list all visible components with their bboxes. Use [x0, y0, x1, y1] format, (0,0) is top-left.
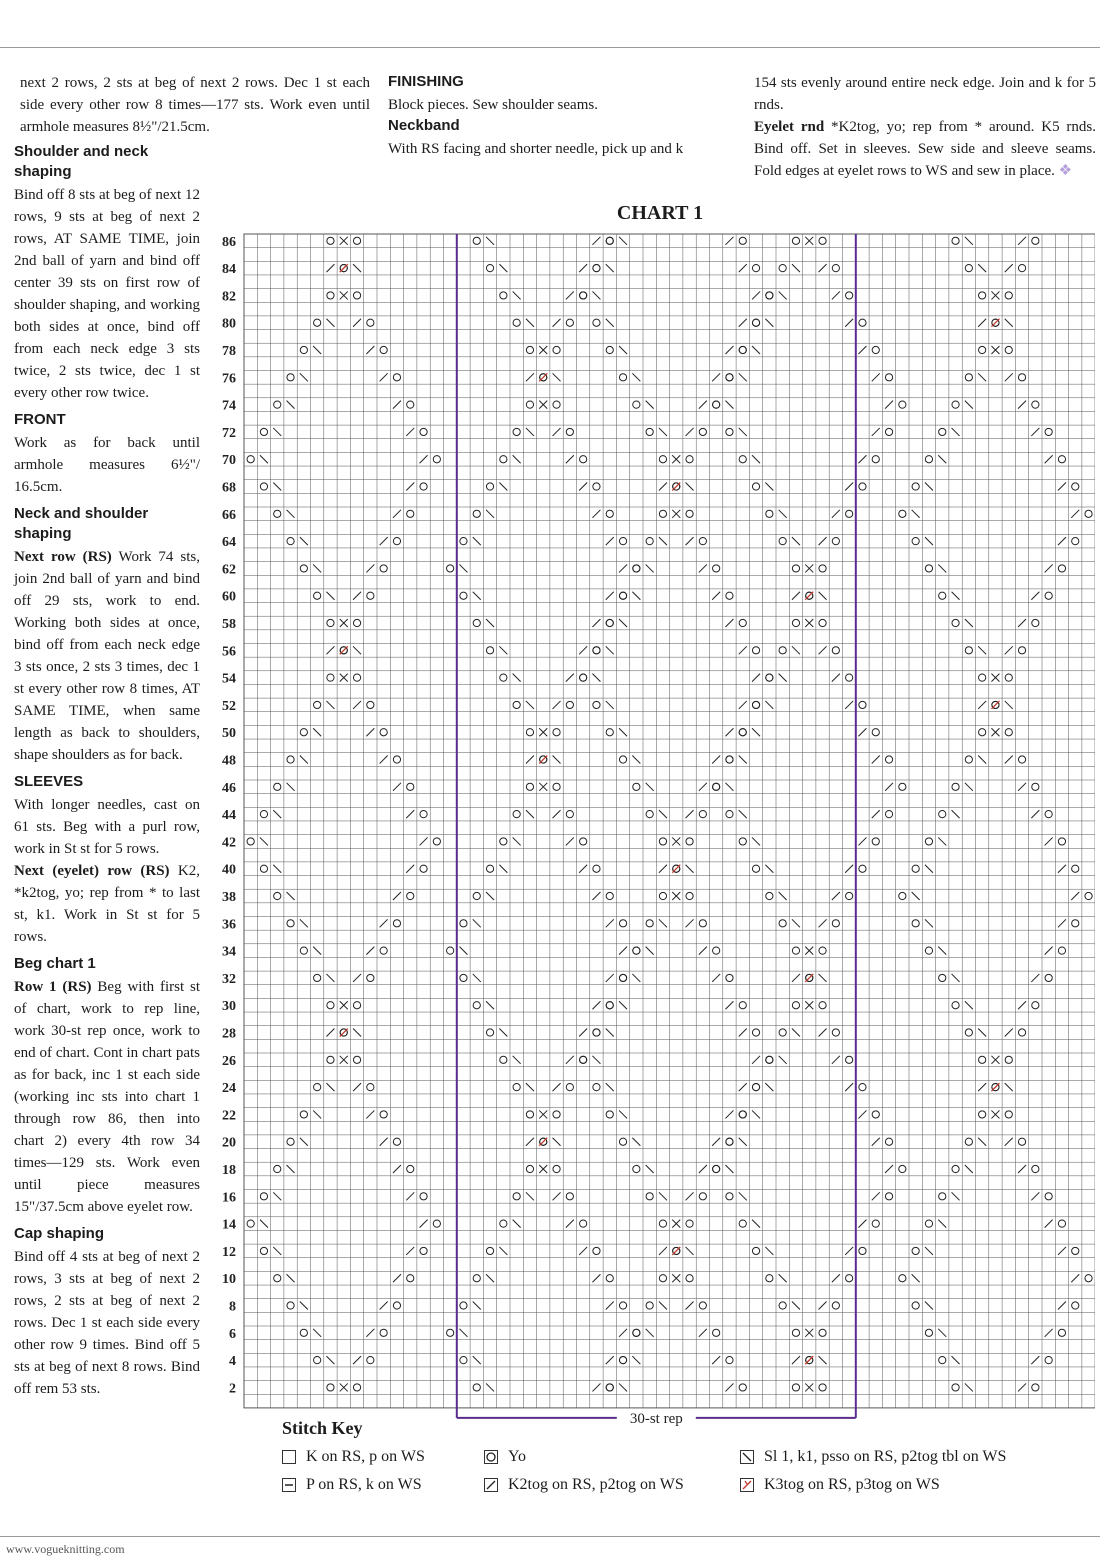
- chart-row-number: 74: [222, 398, 236, 414]
- chart-row-number: 56: [222, 644, 236, 660]
- chart-row-number: 36: [222, 917, 236, 933]
- eyelet-row-text: [14, 860, 200, 948]
- front-text: Work as for back until armhole measures 6½"/ 16.5cm.: [14, 435, 200, 495]
- chart-row-number: 78: [222, 344, 236, 360]
- key-item-p: [282, 1476, 422, 1494]
- chart-row-number: 66: [222, 507, 236, 523]
- yarn-over-icon: [484, 1450, 498, 1464]
- finishing-text: Block pieces. Sew shoulder seams.: [388, 97, 598, 113]
- eyelet-row-lead: Next (eyelet) row (RS): [14, 863, 170, 879]
- top-rule: [0, 47, 1100, 48]
- finishing-heading: FINISHING: [388, 73, 464, 90]
- chart-row-number: 6: [229, 1326, 236, 1342]
- chart-row-number: 20: [222, 1135, 236, 1151]
- middle-column: [388, 72, 733, 160]
- key-item-yo: [484, 1448, 526, 1466]
- neckband-continued-text: 154 sts evenly around entire neck edge. Join and k for 5 rnds.: [754, 75, 1096, 113]
- chart-grid: [210, 228, 1095, 1438]
- row1-text: [14, 976, 200, 1218]
- chart-row-number: 72: [222, 425, 236, 441]
- chart-1: [210, 228, 1095, 1443]
- stitch-key-title: Stitch Key: [282, 1418, 363, 1438]
- chart-row-number: 32: [222, 971, 236, 987]
- bottom-rule: [0, 1536, 1100, 1537]
- ssk-icon: [740, 1450, 754, 1464]
- back-armhole-text: next 2 rows, 2 sts at beg of next 2 rows. Dec 1 st each side every other row 8 times—177 sts. Work even until armhole measures 8½"/21.5cm.: [20, 75, 370, 135]
- chart-row-number: 52: [222, 698, 236, 714]
- chart-row-number: 48: [222, 753, 236, 769]
- chart-row-number: 46: [222, 780, 236, 796]
- chart-row-number: 2: [229, 1381, 236, 1397]
- key-item-k: [282, 1448, 425, 1466]
- footer-url: www.vogueknitting.com: [6, 1542, 125, 1556]
- chart-row-number: 42: [222, 835, 236, 851]
- eyelet-row-body: K2, *k2tog, yo; rep from * to last st, k1. Work in St st for 5 rows.: [14, 863, 200, 945]
- right-column: [754, 72, 1096, 182]
- chart-row-number: 62: [222, 562, 236, 578]
- chart-row-number: 82: [222, 289, 236, 305]
- key-item-skp: [740, 1448, 1006, 1466]
- chart-row-number: 76: [222, 371, 236, 387]
- chart-row-number: 64: [222, 535, 236, 551]
- chart-row-number: 12: [222, 1244, 236, 1260]
- key-label-k3tog: K3tog on RS, p3tog on WS: [764, 1476, 940, 1493]
- chart-row-number: 16: [222, 1190, 236, 1206]
- chart-row-number: 54: [222, 671, 236, 687]
- purl-dash-icon: [282, 1478, 296, 1492]
- chart-row-number: 68: [222, 480, 236, 496]
- chart-row-number: 86: [222, 234, 236, 250]
- neckband-heading: Neckband: [388, 117, 460, 134]
- end-mark-icon: ❖: [1058, 163, 1073, 179]
- k2tog-icon: [484, 1478, 498, 1492]
- chart-row-number: 14: [222, 1217, 236, 1233]
- key-item-k3tog: [740, 1476, 940, 1494]
- key-label-skp: Sl 1, k1, psso on RS, p2tog tbl on WS: [764, 1448, 1007, 1465]
- knit-square-icon: [282, 1450, 296, 1464]
- chart-row-number: 50: [222, 726, 236, 742]
- chart-row-number: 22: [222, 1108, 236, 1124]
- neckband-text: With RS facing and shorter needle, pick up and k: [388, 141, 684, 157]
- k3tog-icon: [740, 1478, 754, 1492]
- chart-title: CHART 1: [616, 202, 704, 224]
- sleeves-heading: SLEEVES: [14, 773, 84, 790]
- next-row-lead: Next row (RS): [14, 549, 112, 565]
- chart-row-number: 18: [222, 1163, 236, 1179]
- eyelet-rnd-text: [754, 116, 1096, 182]
- beg-chart-heading: Beg chart 1: [14, 955, 96, 972]
- key-label-p: P on RS, k on WS: [306, 1476, 422, 1493]
- key-label-k2tog: K2tog on RS, p2tog on WS: [508, 1476, 684, 1493]
- chart-row-number: 24: [222, 1081, 236, 1097]
- eyelet-rnd-lead: Eyelet rnd: [754, 119, 825, 135]
- chart-row-number: 10: [222, 1272, 236, 1288]
- neck-shoulder-text: [14, 546, 200, 766]
- chart-row-number: 4: [229, 1354, 236, 1370]
- chart-row-number: 58: [222, 617, 236, 633]
- cap-shaping-text: Bind off 4 sts at beg of next 2 rows, 3 sts at beg of next 2 rows, 2 sts at beg of next 2 rows. Dec 1 st each side every other row 9 times. Bind off 5 sts at beg of next 8 rows. Bind off rem 53 sts.: [14, 1249, 200, 1397]
- row1-body: Beg with first st of chart, work to rep line, work 30-st rep once, work to end of chart. Cont in chart pats as for back, inc 1 st each side (working inc sts into chart 1 through row 86, then into chart 2) every 4th row 34 times—129 sts. Work even until piece measures 15"/37.5cm above eyelet row.: [14, 979, 200, 1215]
- chart-row-number: 28: [222, 1026, 236, 1042]
- key-label-k: K on RS, p on WS: [306, 1448, 425, 1465]
- chart-row-number: 84: [222, 262, 236, 278]
- chart-row-number: 44: [222, 808, 236, 824]
- row1-lead: Row 1 (RS): [14, 979, 92, 995]
- next-row-body: Work 74 sts, join 2nd ball of yarn and bind off 29 sts, work to end. Working both sides at once, bind off from each neck edge 3 sts once, 2 sts 3 times, dec 1 st every other row 8 times, AT SAME TIME, when same length as back to shoulders, shape shoulders as for back.: [14, 549, 200, 763]
- rep-label: 30-st rep: [629, 1410, 683, 1427]
- chart-row-number: 8: [229, 1299, 236, 1315]
- shoulder-neck-heading: Shoulder and neck shaping: [14, 143, 149, 180]
- chart-row-number: 60: [222, 589, 236, 605]
- chart-row-number: 40: [222, 862, 236, 878]
- chart-row-number: 80: [222, 316, 236, 332]
- key-label-yo: Yo: [508, 1448, 526, 1465]
- neck-shoulder-heading: Neck and shoulder shaping: [14, 505, 149, 542]
- chart-row-number: 30: [222, 999, 236, 1015]
- chart-row-number: 34: [222, 944, 236, 960]
- front-heading: FRONT: [14, 411, 66, 428]
- key-item-k2tog: [484, 1476, 684, 1494]
- chart-row-number: 26: [222, 1053, 236, 1069]
- chart-row-number: 38: [222, 890, 236, 906]
- cap-shaping-heading: Cap shaping: [14, 1225, 105, 1242]
- shoulder-neck-text: Bind off 8 sts at beg of next 12 rows, 9 sts at beg of next 2 rows, AT SAME TIME, join 2nd ball of yarn and bind off center 39 sts on first row of shoulder shaping, and working both sides at once, bind off from each neck edge 3 sts twice, 2 sts twice, dec 1 st every other row twice.: [14, 187, 200, 401]
- eyelet-rnd-body: *K2tog, yo; rep from * around. K5 rnds. Bind off. Set in sleeves. Sew side and sleeve seams. Fold edges at eyelet rows to WS and sew in place.: [754, 119, 1097, 179]
- chart-row-number: 70: [222, 453, 236, 469]
- sleeves-text: With longer needles, cast on 61 sts. Beg with a purl row, work in St st for 5 rows.: [14, 797, 200, 857]
